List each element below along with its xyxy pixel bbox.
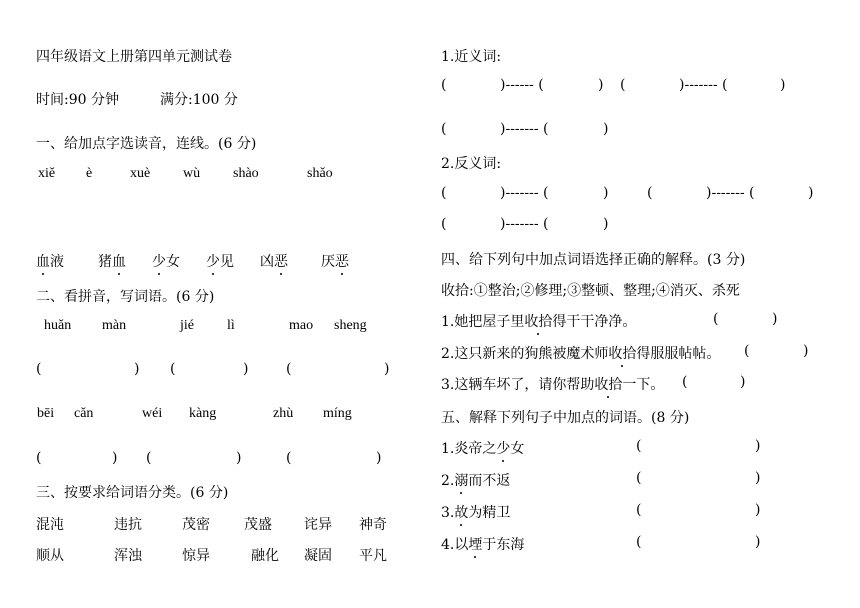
pinyin-option: xuè [130, 166, 151, 181]
classify-word: 茂密 [182, 517, 210, 533]
question-item: 1.她把屋子里收拾得干干净净。 [441, 311, 636, 331]
question-item: 4.以堙于东海 [441, 534, 524, 554]
pinyin-syllable: wéi [142, 406, 163, 421]
classify-word: 融化 [251, 548, 279, 564]
pinyin-option: shǎo [307, 166, 333, 181]
pinyin-syllable: zhù [273, 406, 294, 421]
section1-heading: 一、给加点字选读音，连线。(6 分) [36, 136, 257, 152]
dotted-word: 凶恶 [260, 251, 288, 271]
section3-heading: 三、按要求给词语分类。(6 分) [36, 485, 229, 501]
dotted-word: 猪血 [98, 251, 126, 271]
question-item: 1.炎帝之少女 [441, 438, 524, 458]
dotted-word: 血液 [36, 251, 64, 271]
answer-blank[interactable]: ( [636, 534, 642, 550]
exam-time: 时间:90 分钟 [36, 92, 119, 108]
answer-blank[interactable]: ( [286, 361, 292, 377]
section5-heading: 五、解释下列句子中加点的词语。(8 分) [441, 410, 690, 426]
question-item: 3.这辆车坏了，请你帮助收拾一下。 [441, 374, 664, 394]
antonym-label: 2.反义词: [441, 156, 502, 172]
classify-word: 违抗 [114, 517, 142, 533]
pinyin-syllable: míng [323, 406, 352, 421]
pinyin-syllable: mao [289, 318, 314, 333]
answer-blank[interactable]: ( [441, 121, 447, 137]
synonym-label: 1.近义词: [441, 49, 502, 65]
classify-word: 平凡 [359, 548, 387, 564]
exam-title: 四年级语文上册第四单元测试卷 [36, 49, 232, 65]
pinyin-syllable: sheng [334, 318, 367, 333]
question-item: 2.这只新来的狗熊被魔术师收拾得服服帖帖。 [441, 343, 720, 363]
classify-word: 神奇 [359, 517, 387, 533]
pinyin-option: xiě [38, 166, 56, 181]
classify-word: 凝固 [304, 548, 332, 564]
section4-heading: 四、给下列句中加点词语选择正确的解释。(3 分) [441, 252, 746, 268]
answer-blank[interactable]: ( [146, 450, 152, 466]
answer-blank[interactable]: ( [441, 185, 447, 201]
answer-blank[interactable]: ( [713, 311, 719, 327]
classify-word: 诧异 [304, 517, 332, 533]
dotted-word: 少女 [152, 251, 180, 271]
classify-word: 混沌 [36, 517, 64, 533]
pinyin-option: shào [233, 166, 259, 181]
answer-blank[interactable]: ( [36, 450, 42, 466]
answer-blank[interactable]: ( [170, 361, 176, 377]
classify-word: 茂盛 [244, 517, 272, 533]
answer-blank[interactable]: ( [441, 216, 447, 232]
dotted-word: 少见 [206, 251, 234, 271]
answer-blank[interactable]: ( [647, 185, 653, 201]
pinyin-syllable: huǎn [44, 318, 72, 333]
classify-word: 浑浊 [114, 548, 142, 564]
answer-blank[interactable]: ( [744, 343, 750, 359]
answer-blank[interactable]: ( [441, 77, 447, 93]
answer-blank[interactable]: ( [620, 77, 626, 93]
pinyin-option: wù [183, 166, 201, 181]
definition-options: 收拾:①整治;②修理;③整顿、整理;④消灭、杀死 [441, 283, 740, 299]
answer-blank[interactable]: ( [286, 450, 292, 466]
pinyin-syllable: cǎn [74, 406, 94, 421]
classify-word: 顺从 [36, 548, 64, 564]
answer-blank[interactable]: ( [36, 361, 42, 377]
answer-blank[interactable]: ( [636, 502, 642, 518]
pinyin-option: è [86, 166, 93, 181]
pinyin-syllable: màn [102, 318, 127, 333]
answer-blank[interactable]: ( [682, 374, 688, 390]
answer-blank[interactable]: ( [636, 470, 642, 486]
section2-heading: 二、看拼音，写词语。(6 分) [36, 289, 215, 305]
question-item: 3.故为精卫 [441, 502, 510, 522]
pinyin-syllable: lì [227, 318, 235, 333]
dotted-word: 厌恶 [321, 251, 349, 271]
classify-word: 惊异 [182, 548, 210, 564]
pinyin-syllable: bēi [37, 406, 55, 421]
question-item: 2.溺而不返 [441, 470, 510, 490]
answer-blank[interactable]: ( [636, 438, 642, 454]
pinyin-syllable: jié [180, 318, 194, 333]
pinyin-syllable: kàng [189, 406, 217, 421]
exam-score: 满分:100 分 [160, 92, 238, 108]
